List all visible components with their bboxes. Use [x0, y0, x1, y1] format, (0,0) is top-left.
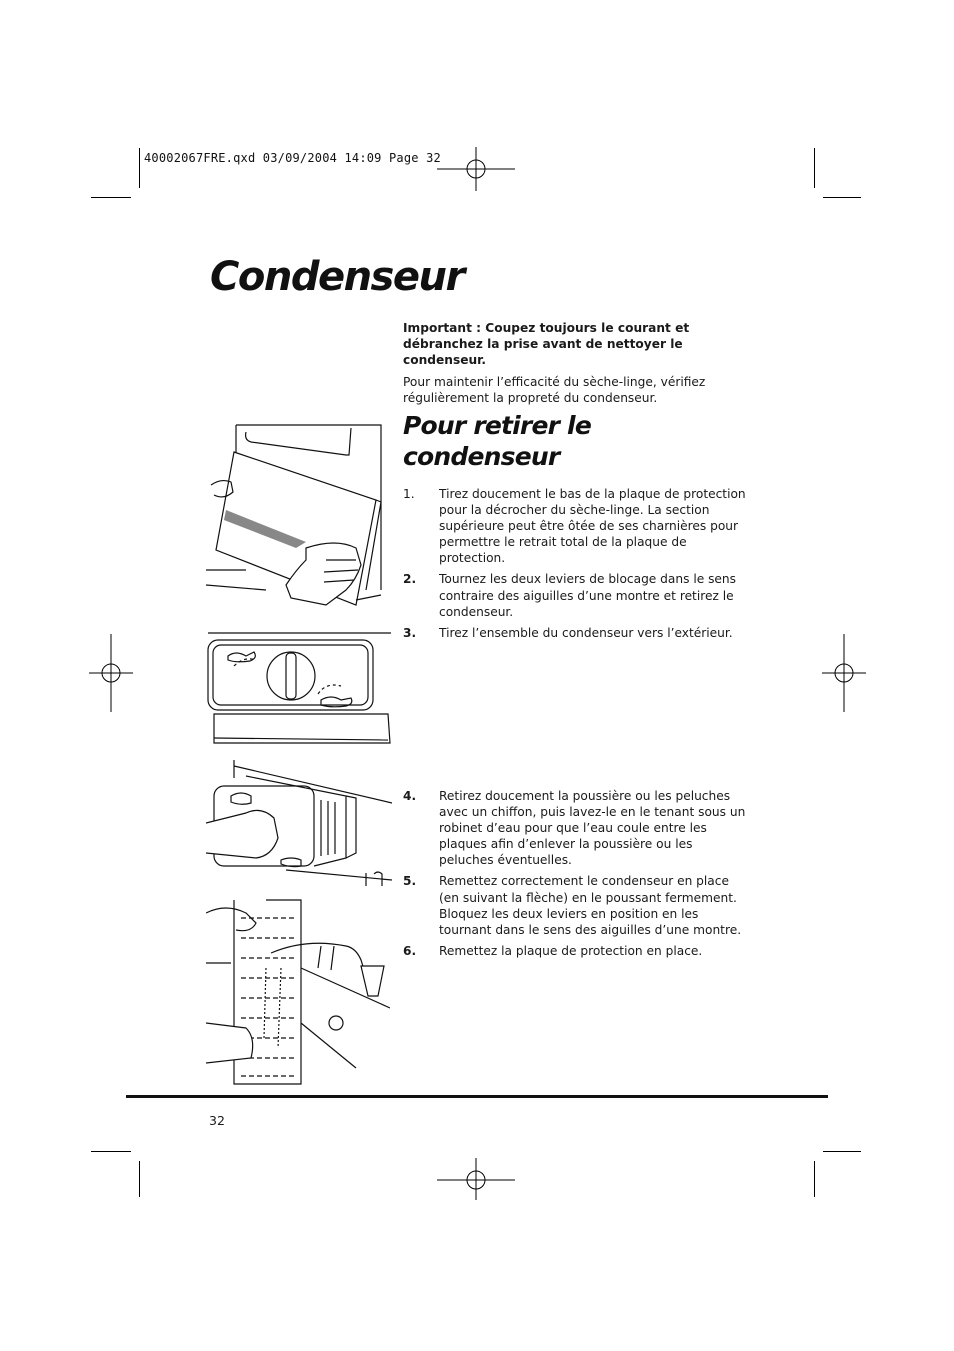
step-text: Tirez doucement le bas de la plaque de protection pour la décrocher du sèche-linge. La section supérieure peut être ôtée de ses charnières pour permettre le retrait total de la plaque de protection.	[439, 487, 746, 566]
step-item	[403, 788, 748, 868]
step-number: 6.	[403, 943, 417, 958]
step-number: 2.	[403, 572, 417, 587]
step-number: 3.	[403, 625, 417, 640]
step-item	[403, 625, 748, 641]
step-text: Tirez l’ensemble du condenseur vers l’extérieur.	[439, 625, 733, 640]
section-title: Pour retirer le condenseur	[403, 411, 591, 471]
illustration-remove-panel	[206, 420, 386, 610]
registration-mark-top	[437, 145, 517, 191]
steps-list-a	[403, 486, 748, 646]
page-number: 32	[209, 1113, 225, 1128]
step-text: Remettez correctement le condenseur en place (en suivant la flèche) en le poussant fermement. Bloquez les deux leviers en position en les tournant dans le sens des aiguilles d’une montre.	[439, 874, 742, 937]
step-item	[403, 943, 748, 959]
step-item	[403, 486, 748, 566]
intro-block	[403, 320, 748, 411]
step-number: 5.	[403, 874, 417, 889]
illustration-condenser-levers	[206, 628, 396, 746]
registration-mark-bottom	[437, 1158, 517, 1202]
footer-rule	[126, 1095, 828, 1098]
steps-list-b	[403, 788, 748, 964]
illustration-rinse-condenser	[206, 898, 390, 1086]
intro-text: Pour maintenir l’efficacité du sèche-linge, vérifiez régulièrement la propreté du condenseur.	[403, 374, 706, 405]
registration-mark-right	[820, 632, 868, 714]
page-title: Condenseur	[210, 254, 464, 300]
step-text: Tournez les deux leviers de blocage dans le sens contraire des aiguilles d’une montre et retirez le condenseur.	[439, 572, 737, 619]
step-text: Retirez doucement la poussière ou les peluches avec un chiffon, puis lavez-le en le tenant sous un robinet d’eau pour que l’eau coule entre les plaques afin d’enlever la poussière ou les peluches éventuelles.	[439, 789, 746, 868]
step-item	[403, 873, 748, 937]
file-slug: 40002067FRE.qxd 03/09/2004 14:09 Page 32	[144, 151, 441, 165]
step-item	[403, 571, 748, 619]
registration-mark-left	[87, 632, 135, 714]
step-text: Remettez la plaque de protection en place.	[439, 943, 703, 958]
important-notice: Important : Coupez toujours le courant et débranchez la prise avant de nettoyer le condenseur.	[403, 321, 690, 368]
illustration-wipe-condenser	[206, 758, 392, 888]
step-number: 1.	[403, 487, 415, 501]
step-number: 4.	[403, 789, 417, 803]
